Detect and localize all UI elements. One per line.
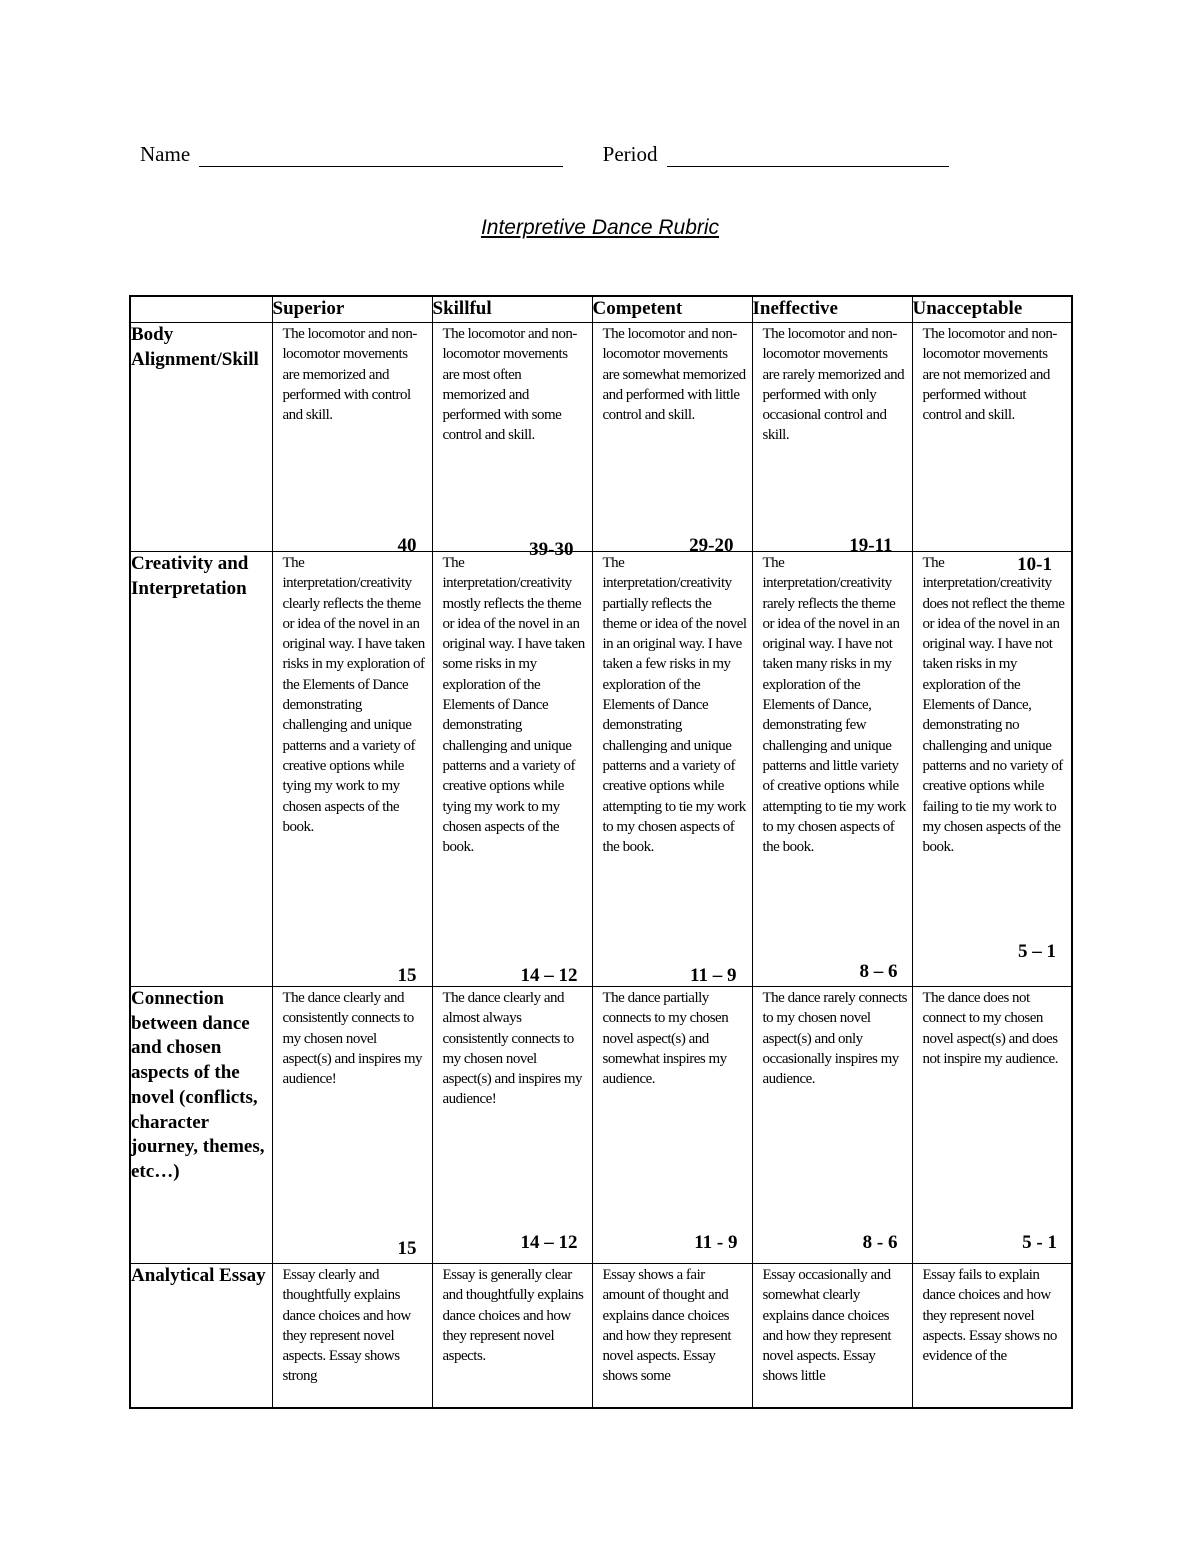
criterion-body-alignment: Body Alignment/Skill: [130, 323, 272, 552]
rubric-cell: [272, 1264, 432, 1409]
cell-score: 5 – 1: [1018, 941, 1056, 962]
cell-description: The dance partially connects to my chosen novel aspect(s) and somewhat inspires my audience.: [602, 990, 729, 1088]
cell-score: 15: [397, 965, 417, 986]
cell-description: The locomotor and non-locomotor movements are memorized and performed with control and skill.: [282, 326, 417, 424]
cell-score: 14 – 12: [520, 1232, 578, 1253]
cell-description: The interpretation/creativity clearly reflects the theme or idea of the novel in an original way. I have taken risks in my exploration of the Elements of Dance demonstrating challenging and unique patterns and a variety of creative options while tying my work to my chosen aspects of the book.: [282, 555, 425, 835]
column-header-superior: Superior: [272, 296, 432, 323]
cell-description: The interpretation/creativity does not reflect the theme or idea of the novel in an original way. I have not taken risks in my exploration of the Elements of Dance, demonstrating no challenging and unique patterns and no variety of creative options while failing to tie my work to my chosen aspects of the book.: [922, 555, 1065, 856]
cell-score: 8 - 6: [862, 1232, 898, 1253]
cell-score: 5 - 1: [1022, 1232, 1057, 1253]
column-header-skillful: Skillful: [432, 296, 592, 323]
period-blank[interactable]: [667, 142, 949, 167]
rubric-table: [129, 295, 1073, 1409]
column-header-blank: [130, 296, 272, 323]
table-row: [130, 323, 1072, 552]
name-blank[interactable]: [199, 142, 563, 167]
rubric-cell: [912, 987, 1072, 1264]
page-title: Interpretive Dance Rubric: [480, 216, 720, 239]
cell-score: 8 – 6: [859, 961, 898, 982]
rubric-cell: [432, 552, 592, 987]
rubric-cell: [592, 987, 752, 1264]
rubric-cell: [592, 323, 752, 556]
rubric-cell: [432, 987, 592, 1264]
rubric-cell: [432, 323, 592, 560]
rubric-cell: [752, 1264, 912, 1409]
cell-description: Essay is generally clear and thoughtfully explains dance choices and how they represent novel aspects.: [442, 1267, 584, 1365]
rubric-cell: [432, 1264, 592, 1409]
criterion-analytical-essay: Analytical Essay: [130, 1264, 272, 1409]
cell-score: 14 – 12: [520, 965, 578, 986]
rubric-cell: [752, 552, 912, 987]
criterion-creativity: Creativity and Interpretation: [130, 552, 272, 987]
student-info-line: [140, 142, 949, 167]
cell-score: 11 – 9: [690, 965, 737, 986]
cell-description: The dance does not connect to my chosen novel aspect(s) and does not inspire my audience.: [922, 990, 1058, 1067]
column-header-unacceptable: Unacceptable: [912, 296, 1072, 323]
cell-description: The interpretation/creativity partially reflects the theme or idea of the novel in an original way. I have taken a few risks in my exploration of the Elements of Dance demonstrating challenging and unique patterns and a variety of creative options while attempting to tie my work to my chosen aspects of the book.: [602, 555, 747, 856]
cell-description: Essay shows a fair amount of thought and explains dance choices and how they represent novel aspects. Essay shows some: [602, 1267, 732, 1385]
cell-score: 10-1: [1017, 554, 1052, 575]
cell-description: The locomotor and non-locomotor movements are not memorized and performed without control and skill.: [922, 326, 1057, 424]
cell-description: The locomotor and non-locomotor movements are somewhat memorized and performed with little control and skill.: [602, 326, 746, 424]
column-header-ineffective: Ineffective: [752, 296, 912, 323]
cell-score: 29-20: [689, 535, 734, 556]
name-label: Name: [140, 142, 191, 166]
period-label: Period: [602, 142, 658, 166]
table-row: [130, 552, 1072, 987]
cell-description: Essay clearly and thoughtfully explains dance choices and how they represent novel aspects. Essay shows strong: [282, 1267, 411, 1385]
rubric-cell: [912, 552, 1072, 987]
cell-description: The dance clearly and consistently connects to my chosen novel aspect(s) and inspires my audience!: [282, 990, 423, 1088]
column-header-competent: Competent: [592, 296, 752, 323]
cell-score: 40: [397, 535, 417, 556]
rubric-cell: [752, 987, 912, 1264]
rubric-cell: [592, 1264, 752, 1409]
criterion-connection: Connection between dance and chosen aspects of the novel (conflicts, character journey, themes, etc…): [130, 987, 272, 1264]
cell-description: Essay fails to explain dance choices and how they represent novel aspects. Essay shows no evidence of the: [922, 1267, 1057, 1365]
rubric-cell: [592, 552, 752, 987]
rubric-cell: [272, 552, 432, 987]
rubric-cell: [272, 987, 432, 1264]
cell-score: 15: [397, 1238, 417, 1259]
cell-description: The interpretation/creativity mostly reflects the theme or idea of the novel in an original way. I have taken some risks in my exploration of the Elements of Dance demonstrating challenging and unique patterns and a variety of creative options while tying my work to my chosen aspects of the book.: [442, 555, 585, 856]
rubric-cell: [912, 1264, 1072, 1409]
cell-description: The locomotor and non-locomotor movements are rarely memorized and performed with only occasional control and skill.: [762, 326, 905, 444]
table-row: [130, 1264, 1072, 1409]
cell-description: The locomotor and non-locomotor movements are most often memorized and performed with some control and skill.: [442, 326, 577, 444]
cell-description: The dance rarely connects to my chosen novel aspect(s) and only occasionally inspires my audience.: [762, 990, 907, 1088]
cell-description: Essay occasionally and somewhat clearly explains dance choices and how they represent novel aspects. Essay shows little: [762, 1267, 892, 1385]
cell-score: 39-30: [529, 539, 574, 560]
cell-description: The dance clearly and almost always consistently connects to my chosen novel aspect(s) and inspires my audience!: [442, 990, 583, 1108]
table-row: [130, 987, 1072, 1264]
rubric-cell: [272, 323, 432, 556]
cell-description: The interpretation/creativity rarely reflects the theme or idea of the novel in an original way. I have not taken many risks in my exploration of the Elements of Dance, demonstrating few challenging and unique patterns and little variety of creative options while attempting to tie my work to my chosen aspects of the book.: [762, 555, 906, 856]
rubric-cell: [912, 323, 1072, 575]
cell-score: 11 - 9: [694, 1232, 738, 1253]
header-row: [130, 296, 1072, 323]
cell-score: 19-11: [849, 535, 893, 556]
rubric-cell: [752, 323, 912, 556]
